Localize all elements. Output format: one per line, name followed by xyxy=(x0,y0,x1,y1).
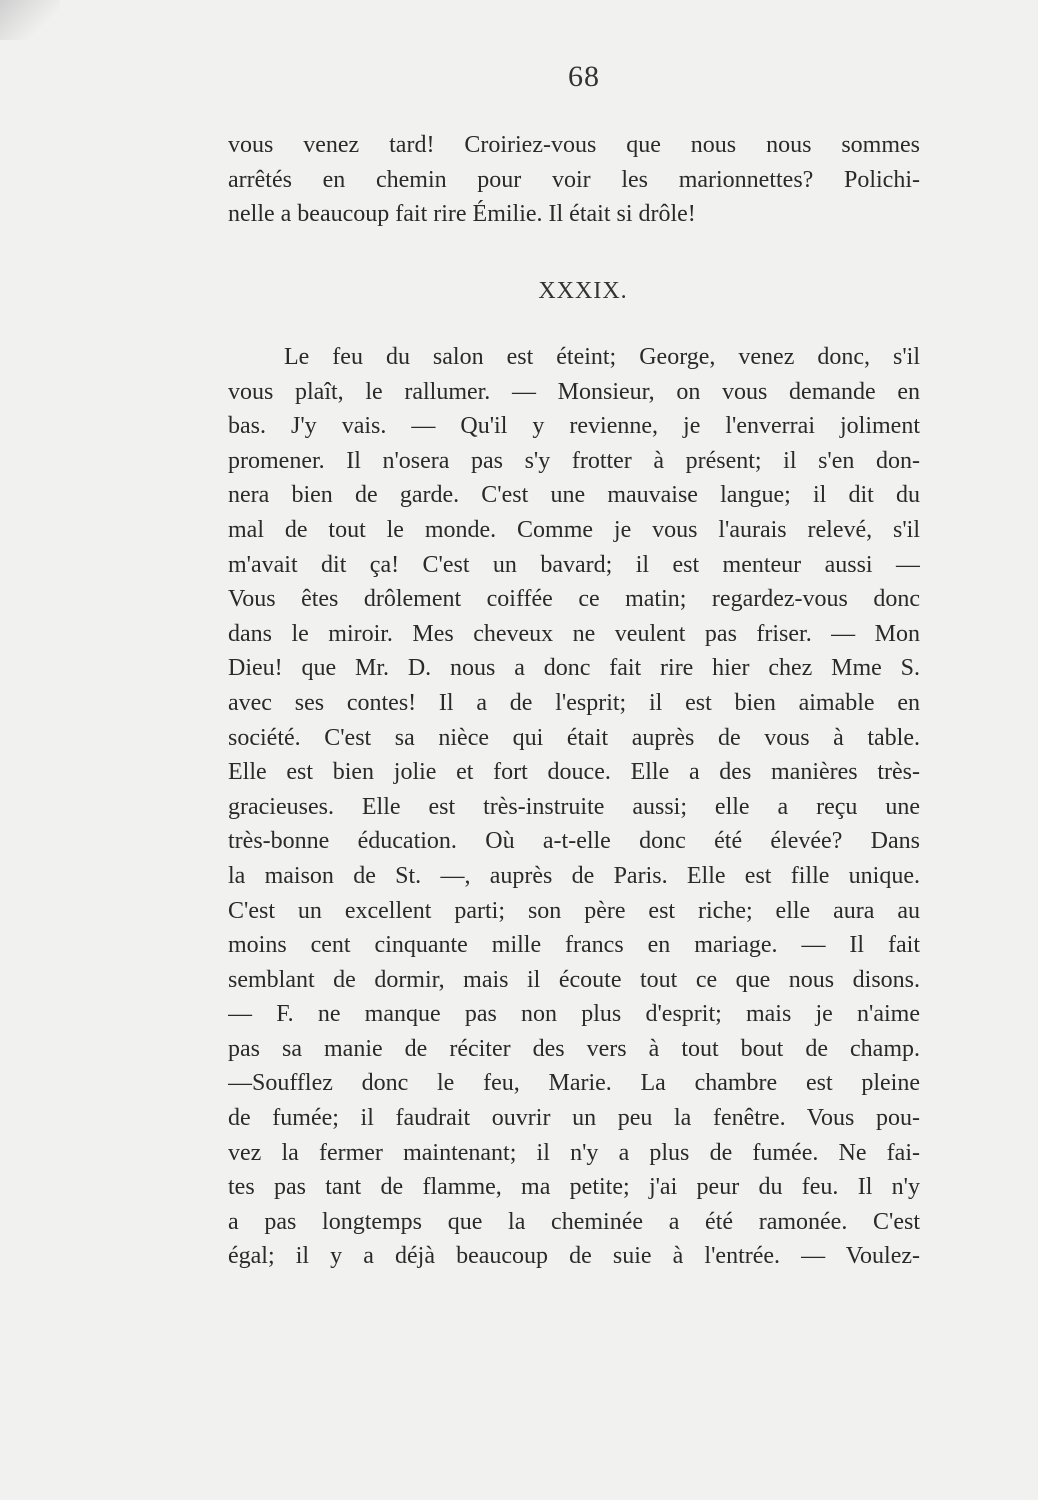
text-line: moins cent cinquante mille francs en mariage. — Il fait xyxy=(228,932,920,959)
text-line: vez la fermer maintenant; il n'y a plus de fumée. Ne fai- xyxy=(228,1139,920,1166)
text-line: égal; il y a déjà beaucoup de suie à l'entrée. — Voulez- xyxy=(228,1243,920,1270)
chapter-paragraph xyxy=(228,340,920,1274)
text-line: vous plaît, le rallumer. — Monsieur, on vous demande en xyxy=(228,378,920,405)
text-line: Dieu! que Mr. D. nous a donc fait rire hier chez Mme S. xyxy=(228,655,920,682)
text-line: mal de tout le monde. Comme je vous l'aurais relevé, s'il xyxy=(228,516,920,543)
page-corner-shadow xyxy=(0,0,60,40)
text-line: vous venez tard! Croiriez-vous que nous nous sommes xyxy=(228,132,920,158)
text-line: très-bonne éducation. Où a-t-elle donc été élevée? Dans xyxy=(228,828,920,855)
text-line: pas sa manie de réciter des vers à tout bout de champ. xyxy=(228,1035,920,1062)
text-line: m'avait dit ça! C'est un bavard; il est menteur aussi — xyxy=(228,551,920,578)
text-line: Elle est bien jolie et fort douce. Elle a des manières très- xyxy=(228,759,920,786)
text-line: — F. ne manque pas non plus d'esprit; mais je n'aime xyxy=(228,1001,920,1028)
text-line: la maison de St. —, auprès de Paris. Elle est fille unique. xyxy=(228,862,920,889)
text-line: de fumée; il faudrait ouvrir un peu la fenêtre. Vous pou- xyxy=(228,1105,920,1132)
text-line: avec ses contes! Il a de l'esprit; il est bien aimable en xyxy=(228,689,920,716)
text-line: semblant de dormir, mais il écoute tout ce que nous disons. xyxy=(228,966,920,993)
text-line: promener. Il n'osera pas s'y frotter à présent; il s'en don- xyxy=(228,447,920,474)
page-number: 68 xyxy=(568,60,600,93)
text-line: —Soufflez donc le feu, Marie. La chambre est pleine xyxy=(228,1070,920,1097)
text-line: C'est un excellent parti; son père est riche; elle aura au xyxy=(228,897,920,924)
text-line: bas. J'y vais. — Qu'il y revienne, je l'enverrai joliment xyxy=(228,413,920,440)
chapter-heading: XXXIX. xyxy=(538,278,628,304)
text-line: dans le miroir. Mes cheveux ne veulent pas friser. — Mon xyxy=(228,620,920,647)
text-line: Le feu du salon est éteint; George, venez donc, s'il xyxy=(284,344,920,370)
text-line: arrêtés en chemin pour voir les marionnettes? Polichi- xyxy=(228,166,920,193)
text-line: tes pas tant de flamme, ma petite; j'ai peur du feu. Il n'y xyxy=(228,1174,920,1201)
text-line: nelle a beaucoup fait rire Émilie. Il était si drôle! xyxy=(228,201,696,228)
text-line: gracieuses. Elle est très-instruite aussi; elle a reçu une xyxy=(228,793,920,820)
text-line: société. C'est sa nièce qui était auprès de vous à table. xyxy=(228,724,920,751)
text-line: a pas longtemps que la cheminée a été ramonée. C'est xyxy=(228,1208,920,1235)
text-line: Vous êtes drôlement coiffée ce matin; regardez-vous donc xyxy=(228,586,920,613)
continued-paragraph xyxy=(228,128,920,232)
text-line: nera bien de garde. C'est une mauvaise langue; il dit du xyxy=(228,482,920,509)
